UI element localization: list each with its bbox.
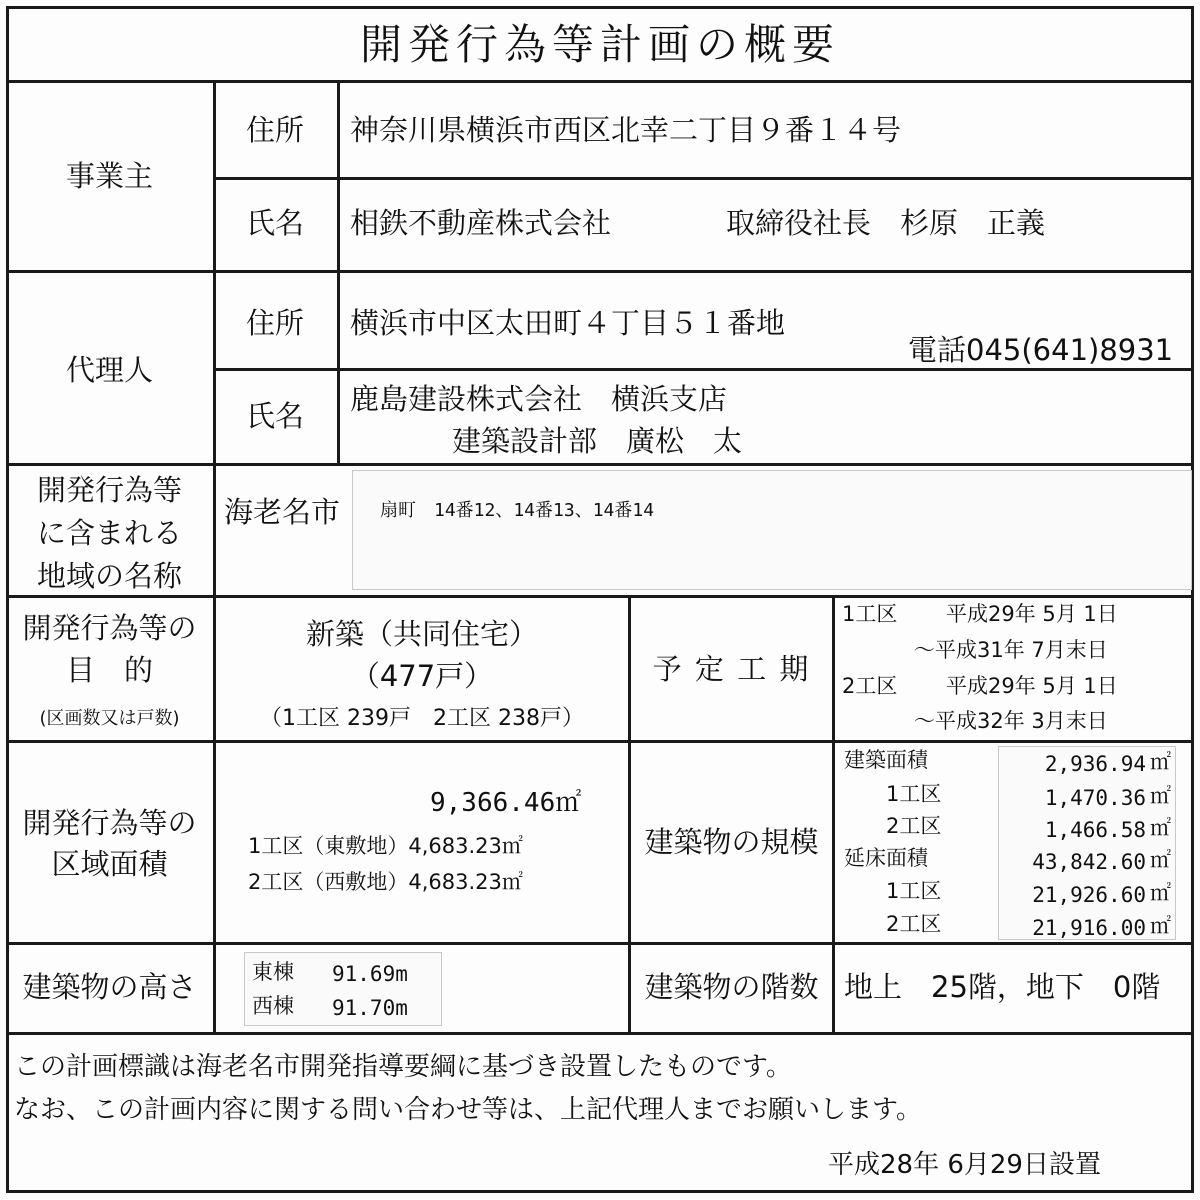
building-scale-label: 建築物の規模 bbox=[644, 825, 819, 859]
schedule-text-1: 平成29年 5月 1日 bbox=[946, 602, 1118, 626]
rule-areaname-end bbox=[6, 595, 1194, 598]
rule-sitearea-end bbox=[6, 942, 1194, 945]
purpose-type: 新築（共同住宅） bbox=[305, 617, 538, 651]
schedule-text-3: 平成29年 5月 1日 bbox=[946, 674, 1118, 698]
frame-right bbox=[1191, 6, 1194, 1193]
agent-address: 横浜市中区太田町４丁目５１番地 bbox=[350, 306, 786, 340]
area-lots-sticker bbox=[352, 470, 1192, 590]
rule-col-lower bbox=[213, 595, 216, 1032]
owner-address-label: 住所 bbox=[245, 113, 304, 147]
scale-unit-3: ㎡ bbox=[1150, 816, 1171, 840]
scale-value-4: 43,842.60 bbox=[1032, 850, 1146, 874]
schedule-label: 予 定 工 期 bbox=[652, 652, 811, 686]
owner-company: 相鉄不動産株式会社 bbox=[350, 206, 612, 240]
agent-company: 鹿島建設株式会社 横浜支店 bbox=[350, 382, 728, 416]
scale-value-1: 2,936.94 bbox=[1044, 752, 1146, 776]
rule-agent-end bbox=[6, 463, 1194, 466]
schedule-text-4: ～平成32年 3月末日 bbox=[914, 709, 1108, 733]
rule-owner-end bbox=[6, 270, 1194, 273]
schedule-zone-3: 2工区 bbox=[842, 674, 898, 698]
footer-line-2: なお、この計画内容に関する問い合わせ等は、上記代理人までお願いします。 bbox=[14, 1095, 922, 1125]
purpose-units: （477戸） bbox=[350, 659, 494, 693]
rule-height-end bbox=[6, 1032, 1194, 1035]
agent-address-label: 住所 bbox=[245, 306, 304, 340]
site-area-row-1: 1工区（東敷地）4,683.23㎡ bbox=[248, 834, 523, 858]
area-name-label-1: 開発行為等 bbox=[36, 473, 182, 507]
agent-department: 建築設計部 廣松 太 bbox=[452, 424, 743, 458]
scale-value-6: 21,916.00 bbox=[1032, 916, 1146, 940]
scale-value-5: 21,926.60 bbox=[1032, 883, 1146, 907]
owner-name-label: 氏名 bbox=[245, 206, 304, 240]
area-city: 海老名市 bbox=[224, 495, 341, 529]
owner-representative: 取締役社長 杉原 正義 bbox=[726, 206, 1046, 240]
agent-phone: 電話045(641)8931 bbox=[908, 333, 1174, 367]
schedule-text-2: ～平成31年 7月末日 bbox=[914, 638, 1108, 662]
scale-unit-4: ㎡ bbox=[1150, 848, 1171, 872]
scale-unit-6: ㎡ bbox=[1150, 914, 1171, 938]
purpose-label-note: (区画数又は戸数) bbox=[39, 708, 180, 729]
scale-label-2: 1工区 bbox=[886, 782, 942, 806]
owner-label: 事業主 bbox=[65, 159, 153, 193]
scale-unit-5: ㎡ bbox=[1150, 881, 1171, 905]
page-title: 開発行為等計画の概要 bbox=[359, 20, 840, 69]
rule-col-sub bbox=[337, 80, 340, 463]
purpose-label-1: 開発行為等の bbox=[22, 611, 197, 645]
owner-address: 神奈川県横浜市西区北幸二丁目９番１４号 bbox=[350, 113, 902, 147]
area-name-label-3: 地域の名称 bbox=[36, 559, 182, 593]
height-value-2: 91.70m bbox=[332, 996, 408, 1020]
purpose-label-2: 目 的 bbox=[65, 653, 153, 687]
rule-col-right bbox=[832, 595, 835, 1032]
footer-date: 平成28年 6月29日設置 bbox=[828, 1150, 1101, 1180]
agent-name-label: 氏名 bbox=[245, 399, 304, 433]
site-area-label-2: 区域面積 bbox=[51, 847, 168, 881]
scale-label-6: 2工区 bbox=[886, 912, 942, 936]
rule-agent-mid bbox=[213, 368, 1194, 371]
rule-title bbox=[6, 80, 1194, 83]
area-name-label-2: に含まれる bbox=[36, 516, 182, 550]
area-lots: 扇町 14番12、14番13、14番14 bbox=[380, 500, 655, 521]
height-value-1: 91.69m bbox=[332, 962, 408, 986]
height-name-1: 東棟 bbox=[252, 960, 294, 984]
floors-label: 建築物の階数 bbox=[644, 970, 819, 1004]
site-area-row-2: 2工区（西敷地）4,683.23㎡ bbox=[248, 870, 523, 894]
scale-unit-2: ㎡ bbox=[1150, 784, 1171, 808]
scale-label-3: 2工区 bbox=[886, 814, 942, 838]
footer-line-1: この計画標識は海老名市開発指導要綱に基づき設置したものです。 bbox=[14, 1052, 792, 1082]
scale-unit-1: ㎡ bbox=[1150, 750, 1171, 774]
frame-bottom bbox=[6, 1190, 1194, 1193]
rule-col-areaname bbox=[213, 463, 216, 595]
scale-label-4: 延床面積 bbox=[844, 846, 928, 870]
site-area-label-1: 開発行為等の bbox=[22, 806, 197, 840]
rule-owner-mid bbox=[213, 177, 1194, 180]
rule-purpose-end bbox=[6, 740, 1194, 743]
scale-label-5: 1工区 bbox=[886, 879, 942, 903]
schedule-zone-1: 1工区 bbox=[842, 602, 898, 626]
scale-value-3: 1,466.58 bbox=[1044, 818, 1146, 842]
floors-value: 地上 25階，地下 0階 bbox=[844, 970, 1161, 1004]
frame-top bbox=[6, 6, 1194, 9]
agent-label: 代理人 bbox=[65, 353, 153, 387]
height-label: 建築物の高さ bbox=[22, 970, 197, 1004]
scale-label-1: 建築面積 bbox=[844, 748, 928, 772]
purpose-breakdown: （1工区 239戸 2工区 238戸） bbox=[260, 706, 584, 731]
height-name-2: 西棟 bbox=[252, 994, 294, 1018]
scale-value-2: 1,470.36 bbox=[1044, 786, 1146, 810]
site-area-total: 9,366.46㎡ bbox=[430, 788, 582, 818]
